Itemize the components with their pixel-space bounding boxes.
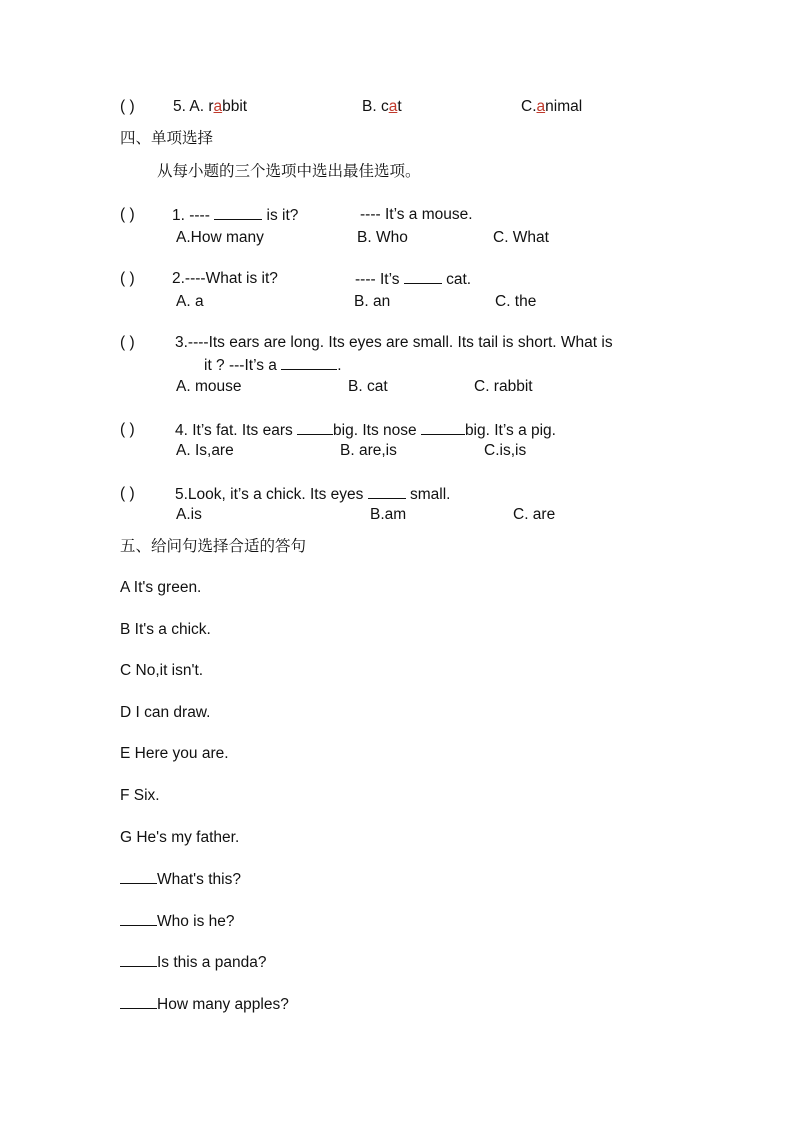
q1-stem: 1. ---- is it? [172,207,299,224]
q1-option-b: B. Who [357,229,408,246]
q3-option-a: A. mouse [176,378,242,395]
match-blank-3[interactable] [120,952,157,967]
q5b-option-c: C. are [513,506,556,523]
match-question-3: Is this a panda? [120,952,266,973]
q2-option-b: B. an [354,293,391,310]
q5-option-c: C.animal [521,98,583,115]
q3-option-b: B. cat [348,378,388,395]
q2-paren: ( ) [120,270,135,287]
q2-stem: 2.----What is it? [172,270,278,287]
q3-option-c: C. rabbit [474,378,533,395]
q5b-paren: ( ) [120,485,135,502]
answer-d: D I can draw. [120,704,211,721]
q4-stem: 4. It’s fat. Its ears big. Its nose big. It’s a pig. [175,422,556,439]
q5b-stem: 5.Look, it’s a chick. Its eyes small. [175,486,451,503]
q1-reply: ---- It’s a mouse. [360,206,473,223]
section5-title: 五、给问句选择合适的答句 [120,537,307,555]
q2-option-a: A. a [176,293,204,310]
q3-paren: ( ) [120,334,135,351]
q2-blank[interactable] [404,269,442,284]
q5-option-a: 5. A. rabbit [173,98,248,115]
q3-blank[interactable] [281,355,337,370]
q1-blank[interactable] [214,205,262,220]
q4-option-c: C.is,is [484,442,527,459]
match-question-2: Who is he? [120,911,235,932]
answer-f: F Six. [120,787,160,804]
section4-instruction: 从每小题的三个选项中选出最佳选项。 [157,162,421,180]
q1-paren: ( ) [120,206,135,223]
answer-g: G He's my father. [120,829,240,846]
answer-e: E Here you are. [120,745,229,762]
match-blank-2[interactable] [120,911,157,926]
q5-option-b: B. cat [362,98,402,115]
match-blank-4[interactable] [120,994,157,1009]
match-question-4: How many apples? [120,994,289,1015]
q2-reply: ---- It’s cat. [355,271,472,288]
answer-b: B It's a chick. [120,621,211,638]
q3-line1: 3.----Its ears are long. Its eyes are small. Its tail is short. What is [175,334,613,351]
q4-option-b: B. are,is [340,442,397,459]
match-blank-1[interactable] [120,869,157,884]
section4-title: 四、单项选择 [120,129,214,147]
q4-option-a: A. Is,are [176,442,234,459]
match-question-1: What's this? [120,869,241,890]
q4-paren: ( ) [120,421,135,438]
q5-paren: ( ) [120,98,135,115]
q5b-option-a: A.is [176,506,202,523]
answer-a: A It's green. [120,579,202,596]
q3-line2: it ? ---It’s a . [204,357,342,374]
q1-option-a: A.How many [176,229,264,246]
q2-option-c: C. the [495,293,537,310]
q5b-blank[interactable] [368,484,406,499]
q1-option-c: C. What [493,229,549,246]
q4-blank-2[interactable] [421,420,465,435]
q4-blank-1[interactable] [297,420,333,435]
answer-c: C No,it isn't. [120,662,204,679]
q5b-option-b: B.am [370,506,407,523]
